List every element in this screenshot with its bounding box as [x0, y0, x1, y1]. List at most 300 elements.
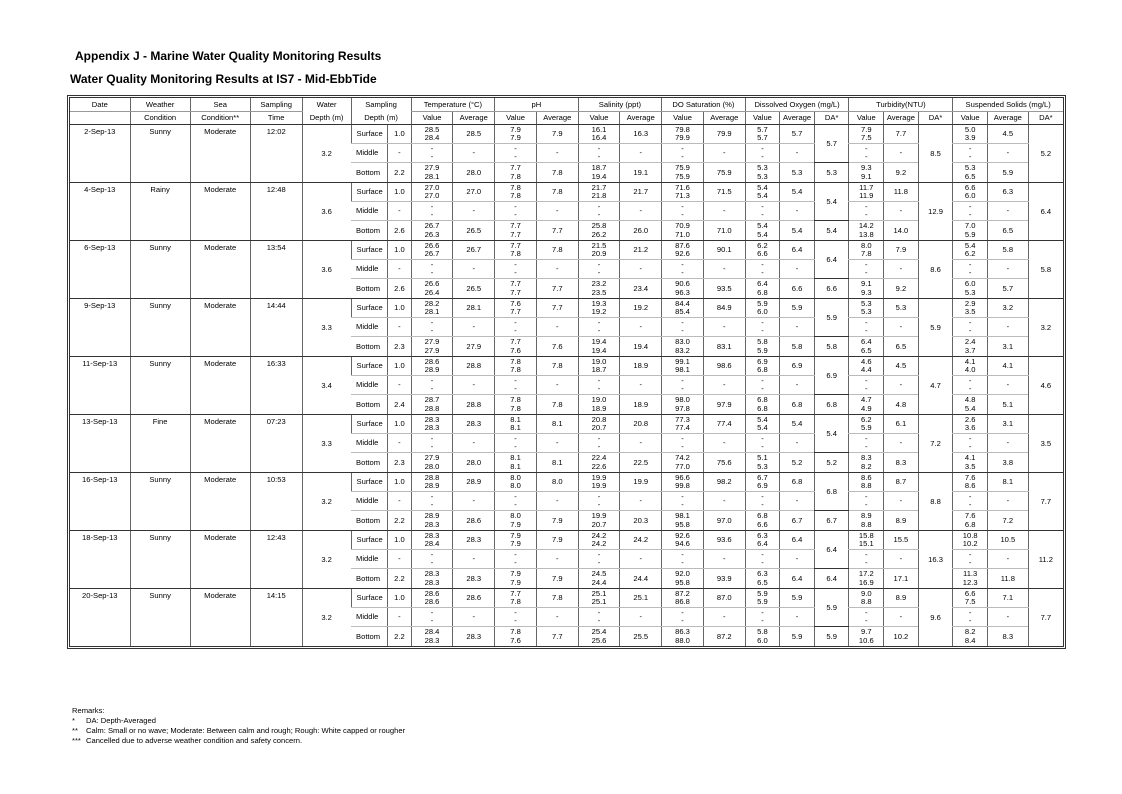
turbidity-values-1: 6.2 — [861, 414, 872, 424]
do-da-bottom: 6.6 — [814, 279, 849, 299]
turbidity-values-2: 4.9 — [861, 403, 872, 413]
salinity-values — [578, 550, 620, 569]
sampling-depth: - — [388, 260, 411, 279]
do-values — [745, 318, 780, 337]
do-saturation-average: 97.9 — [703, 395, 745, 415]
do-values-1: 5.9 — [757, 298, 768, 308]
ss-values-2: 5.4 — [964, 403, 976, 413]
salinity-values-1: - — [597, 143, 601, 153]
header-row — [70, 112, 1063, 125]
ph-values-2: 8.0 — [510, 481, 521, 490]
date-cell: 11-Sep-13 — [70, 357, 130, 415]
turbidity-values-2: 8.8 — [861, 519, 872, 529]
turbidity-values-1: 11.7 — [859, 182, 874, 192]
date-cell: 16-Sep-13 — [70, 473, 130, 531]
salinity-values-2: - — [597, 326, 601, 335]
ph-values — [495, 202, 537, 221]
ss-values — [953, 395, 988, 415]
sampling-depth: 1.0 — [388, 183, 411, 202]
do-values-2: 6.8 — [757, 287, 768, 297]
ph-average: 8.0 — [536, 473, 578, 492]
ss-average: 8.1 — [987, 473, 1028, 492]
do-saturation-average: 97.0 — [703, 511, 745, 531]
ph-average: 7.7 — [536, 627, 578, 647]
temp-average: 28.3 — [453, 627, 495, 647]
do-saturation-average: - — [703, 434, 745, 453]
salinity-values — [578, 125, 620, 144]
do-values-1: 5.7 — [757, 124, 768, 134]
turbidity-values — [849, 357, 884, 376]
turbidity-values — [849, 376, 884, 395]
do-values — [745, 627, 780, 647]
salinity-values-1: 18.7 — [591, 163, 607, 172]
ph-values — [495, 627, 537, 647]
turbidity-values-2: - — [865, 558, 868, 567]
remarks-title: Remarks: — [72, 706, 105, 715]
do-average: 5.4 — [780, 183, 815, 202]
ss-values-1: 4.8 — [964, 395, 976, 404]
ph-values — [495, 569, 537, 589]
ss-values-1: - — [968, 491, 972, 501]
water-depth-cell: 3.3 — [302, 299, 351, 357]
level-label: Bottom — [351, 511, 388, 531]
temp-values-1: - — [430, 201, 434, 211]
turbidity-values — [849, 318, 884, 337]
ph-values — [495, 221, 537, 241]
turbidity-average: 9.2 — [884, 279, 919, 299]
salinity-values-2: 18.7 — [591, 365, 607, 374]
turbidity-values — [849, 473, 884, 492]
do-values-2: 6.8 — [757, 365, 768, 374]
do-saturation-values — [662, 376, 704, 395]
salinity-values-1: 19.4 — [591, 337, 607, 346]
weather-cell: Fine — [130, 415, 190, 473]
temp-values-2: 28.1 — [424, 307, 440, 316]
ss-values-2: 6.8 — [964, 519, 976, 529]
salinity-values-2: 20.7 — [591, 519, 607, 529]
date-cell: 13-Sep-13 — [70, 415, 130, 473]
salinity-values — [578, 260, 620, 279]
level-label: Surface — [351, 241, 388, 260]
do-saturation-values-1: 77.3 — [675, 414, 690, 424]
ss-values-1: 4.1 — [964, 453, 976, 462]
temp-values — [411, 299, 453, 318]
do-values-2: 6.8 — [757, 403, 768, 413]
ss-values — [953, 627, 988, 647]
do-saturation-values-2: 97.8 — [675, 403, 690, 413]
turbidity-values-1: 4.6 — [861, 356, 872, 366]
salinity-values — [578, 221, 620, 241]
temp-values-1: 28.6 — [424, 356, 440, 366]
salinity-values-2: - — [597, 384, 601, 393]
do-values-2: - — [761, 268, 764, 277]
temp-values — [411, 569, 453, 589]
header-temperature: Temperature (°C) — [411, 98, 495, 112]
do-saturation-values — [662, 492, 704, 511]
turbidity-values — [849, 453, 884, 473]
salinity-values-2: 24.2 — [591, 539, 607, 548]
header-time: Sampling — [250, 98, 302, 112]
ss-values — [953, 144, 988, 163]
temp-values — [411, 531, 453, 550]
salinity-values-2: 20.7 — [591, 423, 607, 432]
salinity-values-1: 20.8 — [591, 414, 607, 424]
ph-values-1: 8.0 — [510, 511, 521, 520]
temp-values-2: 28.8 — [424, 403, 440, 413]
turbidity-da: 16.3 — [918, 531, 953, 589]
ss-da: 5.2 — [1028, 125, 1063, 183]
salinity-values — [578, 357, 620, 376]
do-values-1: 6.8 — [757, 395, 768, 404]
weather-cell: Rainy — [130, 183, 190, 241]
do-average: - — [780, 376, 815, 395]
ph-values-1: - — [514, 607, 517, 617]
do-saturation-values-1: 92.6 — [675, 530, 690, 540]
do-da-bottom: 5.4 — [814, 221, 849, 241]
ph-average: 7.7 — [536, 221, 578, 241]
salinity-values — [578, 299, 620, 318]
ss-values-1: 7.0 — [964, 221, 976, 230]
ph-values-2: 7.7 — [510, 307, 521, 316]
salinity-average: - — [620, 492, 662, 511]
remarks — [72, 706, 405, 746]
do-saturation-values-1: 70.9 — [675, 221, 690, 230]
ph-values-1: - — [514, 549, 517, 559]
salinity-values-1: 19.9 — [591, 472, 607, 482]
header-temp-value: Value — [411, 112, 453, 125]
temp-values — [411, 415, 453, 434]
do-values-1: 6.7 — [757, 472, 768, 482]
do-values — [745, 279, 780, 299]
do-values — [745, 299, 780, 318]
turbidity-values-2: - — [865, 384, 868, 393]
do-saturation-values-1: - — [681, 259, 684, 269]
do-da-bottom: 5.2 — [814, 453, 849, 473]
do-da-bottom: 6.8 — [814, 395, 849, 415]
ph-values-2: - — [514, 326, 517, 335]
turbidity-values-2: 6.5 — [861, 345, 872, 355]
time-cell: 10:53 — [250, 473, 302, 531]
temp-values-2: 28.0 — [424, 461, 440, 471]
ph-values — [495, 492, 537, 511]
temp-values-1: 26.6 — [424, 240, 440, 250]
salinity-values-2: 19.4 — [591, 345, 607, 355]
turbidity-values-2: 10.6 — [858, 635, 874, 645]
ph-average: 7.7 — [536, 299, 578, 318]
do-saturation-values-1: - — [681, 317, 684, 327]
do-saturation-values-1: 86.3 — [675, 627, 690, 636]
temp-values-1: - — [430, 143, 434, 153]
do-saturation-values — [662, 260, 704, 279]
turbidity-values-1: 9.1 — [861, 279, 872, 288]
do-values-1: - — [761, 433, 764, 443]
salinity-values — [578, 453, 620, 473]
do-saturation-average: 93.5 — [703, 279, 745, 299]
turbidity-values-2: 8.8 — [861, 481, 872, 490]
remark-item: *** Cancelled due to adverse weather condition and safety concern. — [72, 736, 303, 745]
do-average: 6.8 — [780, 395, 815, 415]
header-sea: Sea — [190, 98, 250, 112]
temp-average: 28.6 — [453, 511, 495, 531]
do-saturation-values — [662, 337, 704, 357]
ss-values — [953, 453, 988, 473]
ss-values-2: 3.6 — [964, 423, 976, 432]
salinity-average: 18.9 — [620, 357, 662, 376]
turbidity-values-1: 8.0 — [861, 240, 872, 250]
ss-average: - — [987, 318, 1028, 337]
do-average: - — [780, 550, 815, 569]
ss-average: 3.1 — [987, 415, 1028, 434]
ph-values-1: 7.8 — [510, 182, 521, 192]
level-label: Surface — [351, 531, 388, 550]
ph-values — [495, 434, 537, 453]
do-values — [745, 415, 780, 434]
temp-values — [411, 260, 453, 279]
appendix-title: Appendix J - Marine Water Quality Monitoring Results — [75, 49, 382, 63]
turbidity-values-1: - — [865, 607, 868, 617]
ph-average: 7.8 — [536, 163, 578, 183]
sea-cell: Moderate — [190, 125, 250, 183]
temp-average: 28.5 — [453, 125, 495, 144]
ss-average: 3.1 — [987, 337, 1028, 357]
do-values-2: - — [761, 326, 764, 335]
temp-values — [411, 492, 453, 511]
salinity-values-2: 25.6 — [591, 635, 607, 645]
turbidity-average: 8.9 — [884, 589, 919, 608]
ss-values — [953, 260, 988, 279]
temp-values-2: 28.3 — [424, 423, 440, 432]
temp-values — [411, 183, 453, 202]
do-saturation-values-2: 96.3 — [675, 287, 690, 297]
header-sal-average: Average — [620, 112, 662, 125]
do-values-2: 6.6 — [757, 249, 768, 258]
salinity-average: 23.4 — [620, 279, 662, 299]
sea-cell: Moderate — [190, 357, 250, 415]
ph-values — [495, 395, 537, 415]
do-saturation-values — [662, 511, 704, 531]
temp-average: 28.9 — [453, 473, 495, 492]
date-cell: 2-Sep-13 — [70, 125, 130, 183]
do-average: 5.9 — [780, 589, 815, 608]
ph-values-1: 7.7 — [510, 240, 521, 250]
turbidity-da: 7.2 — [918, 415, 953, 473]
temp-values-2: - — [430, 384, 434, 393]
water-depth-cell: 3.2 — [302, 531, 351, 589]
remark-item: * DA: Depth-Averaged — [72, 716, 156, 725]
ph-values — [495, 318, 537, 337]
do-values — [745, 144, 780, 163]
header-sal-value: Value — [578, 112, 620, 125]
temp-values — [411, 589, 453, 608]
sampling-depth: 1.0 — [388, 125, 411, 144]
salinity-values-1: - — [597, 201, 601, 211]
temp-values-1: 27.9 — [424, 453, 440, 462]
do-saturation-values — [662, 241, 704, 260]
ph-values-1: 7.9 — [510, 569, 521, 578]
temp-values-2: - — [430, 152, 434, 161]
temp-values-2: - — [430, 268, 434, 277]
do-values-1: 6.2 — [757, 240, 768, 250]
ph-values-1: 7.7 — [510, 221, 521, 230]
ss-values-2: 4.0 — [964, 365, 976, 374]
ph-average: 7.8 — [536, 357, 578, 376]
ph-average: 7.6 — [536, 337, 578, 357]
salinity-values-1: 21.5 — [591, 240, 607, 250]
do-average: 6.4 — [780, 241, 815, 260]
ss-da: 3.5 — [1028, 415, 1063, 473]
turbidity-values-1: 14.2 — [858, 221, 874, 230]
level-label: Middle — [351, 144, 388, 163]
sampling-depth: - — [388, 376, 411, 395]
ss-da: 7.7 — [1028, 473, 1063, 531]
sampling-depth: - — [388, 550, 411, 569]
do-da-top: 6.4 — [814, 531, 849, 569]
do-values-1: - — [761, 549, 764, 559]
salinity-average: 25.1 — [620, 589, 662, 608]
header-tur-average: Average — [884, 112, 919, 125]
do-saturation-values-2: 71.3 — [675, 191, 690, 200]
ss-values — [953, 183, 988, 202]
ph-average: - — [536, 260, 578, 279]
do-average: 5.4 — [780, 415, 815, 434]
salinity-values — [578, 337, 620, 357]
do-saturation-values-2: - — [681, 326, 684, 335]
salinity-values-1: - — [597, 433, 601, 443]
table-row — [70, 299, 1063, 318]
salinity-values — [578, 183, 620, 202]
turbidity-values-2: 8.8 — [861, 597, 872, 606]
header-do-value: Value — [745, 112, 780, 125]
turbidity-average: 9.2 — [884, 163, 919, 183]
ph-values — [495, 357, 537, 376]
ph-values-2: 7.9 — [510, 519, 521, 529]
level-label: Middle — [351, 608, 388, 627]
salinity-values-2: 19.2 — [591, 307, 607, 316]
do-average: 6.8 — [780, 473, 815, 492]
do-saturation-average: 79.9 — [703, 125, 745, 144]
level-label: Middle — [351, 434, 388, 453]
sampling-depth: - — [388, 608, 411, 627]
ss-values — [953, 357, 988, 376]
turbidity-average: - — [884, 376, 919, 395]
ss-values — [953, 492, 988, 511]
turbidity-da: 9.6 — [918, 589, 953, 647]
ph-values-2: 7.8 — [510, 191, 521, 200]
do-values-2: - — [761, 500, 764, 509]
water-depth-cell: 3.6 — [302, 183, 351, 241]
level-label: Bottom — [351, 453, 388, 473]
do-average: 6.7 — [780, 511, 815, 531]
level-label: Middle — [351, 202, 388, 221]
do-values-1: - — [761, 317, 764, 327]
sampling-depth: - — [388, 434, 411, 453]
do-values-2: - — [761, 442, 764, 451]
do-values-1: - — [761, 607, 764, 617]
ph-values-2: - — [514, 442, 517, 451]
ph-values-2: - — [514, 616, 517, 625]
do-average: 5.2 — [780, 453, 815, 473]
ph-average: 7.7 — [536, 279, 578, 299]
do-average: - — [780, 144, 815, 163]
turbidity-average: 5.3 — [884, 299, 919, 318]
do-values-2: 5.9 — [757, 597, 768, 606]
ph-values-1: 7.8 — [510, 395, 521, 404]
temp-values — [411, 241, 453, 260]
do-saturation-values-1: 74.2 — [675, 453, 690, 462]
level-label: Bottom — [351, 627, 388, 647]
ss-average: 6.3 — [987, 183, 1028, 202]
level-label: Bottom — [351, 395, 388, 415]
table-row — [70, 415, 1063, 434]
do-values — [745, 202, 780, 221]
turbidity-values-2: 9.3 — [861, 287, 872, 297]
do-saturation-values-1: 92.0 — [675, 569, 690, 578]
temp-values — [411, 357, 453, 376]
ph-values — [495, 415, 537, 434]
sampling-depth: 1.0 — [388, 299, 411, 318]
temp-values-1: 28.9 — [424, 511, 440, 520]
do-values-1: 5.4 — [757, 414, 768, 424]
do-saturation-average: 71.5 — [703, 183, 745, 202]
sampling-depth: 2.6 — [388, 279, 411, 299]
ss-values-2: - — [968, 500, 972, 509]
do-saturation-average: - — [703, 492, 745, 511]
turbidity-da: 5.9 — [918, 299, 953, 357]
do-da-top: 6.9 — [814, 357, 849, 395]
do-values — [745, 550, 780, 569]
temp-average: - — [453, 608, 495, 627]
ss-values — [953, 241, 988, 260]
do-saturation-values-1: - — [681, 491, 684, 501]
ph-average: - — [536, 318, 578, 337]
do-values-2: 5.4 — [757, 423, 768, 432]
turbidity-values — [849, 279, 884, 299]
do-average: 6.4 — [780, 569, 815, 589]
table-row — [70, 125, 1063, 144]
turbidity-values — [849, 299, 884, 318]
ss-values-1: 10.8 — [962, 530, 978, 540]
ph-values — [495, 453, 537, 473]
do-saturation-values — [662, 125, 704, 144]
level-label: Surface — [351, 125, 388, 144]
table-row — [70, 589, 1063, 608]
salinity-values — [578, 163, 620, 183]
salinity-values-1: 19.9 — [591, 511, 607, 520]
do-saturation-average: - — [703, 376, 745, 395]
do-saturation-average: 75.9 — [703, 163, 745, 183]
turbidity-values-1: 8.9 — [861, 511, 872, 520]
do-saturation-values — [662, 550, 704, 569]
do-values-2: - — [761, 152, 764, 161]
do-saturation-values-2: 95.8 — [675, 519, 690, 529]
salinity-values-2: 19.9 — [591, 481, 607, 490]
ss-average: - — [987, 550, 1028, 569]
ss-values-1: 6.0 — [964, 279, 976, 288]
weather-cell: Sunny — [130, 531, 190, 589]
do-saturation-values-2: - — [681, 152, 684, 161]
turbidity-da: 8.8 — [918, 473, 953, 531]
salinity-values-1: 22.4 — [591, 453, 607, 462]
do-saturation-values-1: 87.6 — [675, 240, 690, 250]
salinity-values-2: - — [597, 268, 601, 277]
ph-values-2: 8.1 — [510, 423, 521, 432]
ss-average: - — [987, 376, 1028, 395]
ss-values-2: 6.0 — [964, 191, 976, 200]
header-water-depth-2: Depth (m) — [302, 112, 351, 125]
ph-average: - — [536, 550, 578, 569]
turbidity-values-1: 9.7 — [861, 627, 872, 636]
temp-values — [411, 318, 453, 337]
